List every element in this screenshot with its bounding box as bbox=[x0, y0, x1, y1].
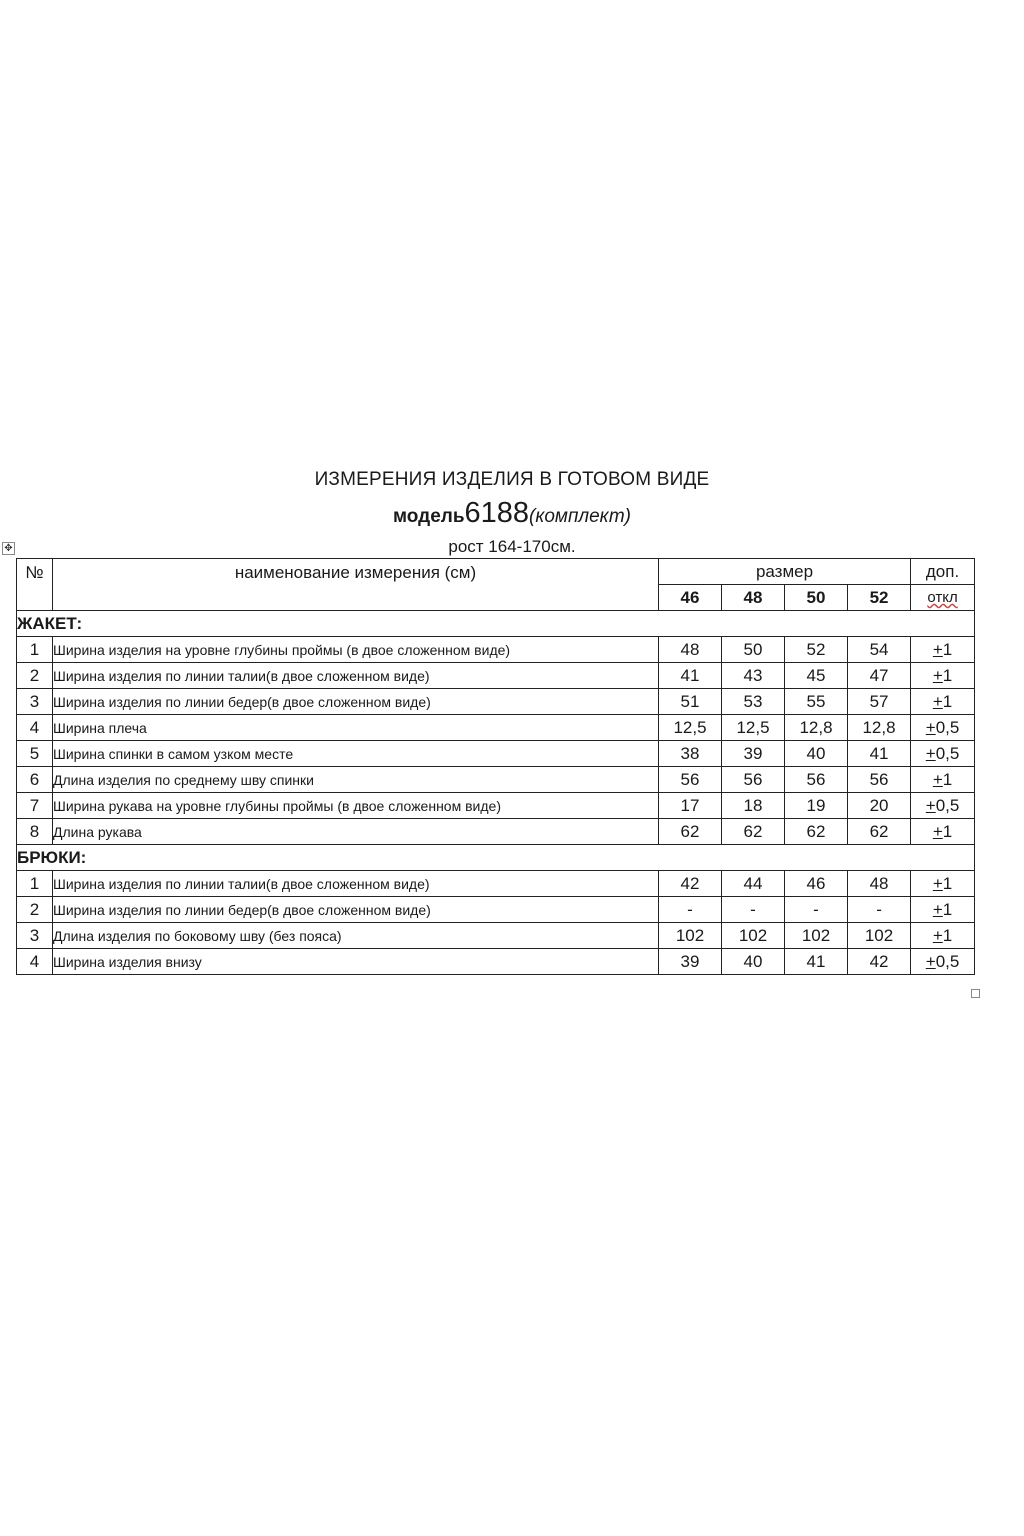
row-number: 1 bbox=[17, 871, 53, 897]
table-row bbox=[17, 923, 975, 949]
measurement-name: Ширина изделия по линии талии(в двое сложенном виде) bbox=[53, 663, 659, 689]
size-value-cell: 18 bbox=[722, 793, 785, 819]
row-number: 4 bbox=[17, 715, 53, 741]
size-value-cell: 12,5 bbox=[659, 715, 722, 741]
table-row bbox=[17, 637, 975, 663]
table-row bbox=[17, 767, 975, 793]
size-value-cell: 51 bbox=[659, 689, 722, 715]
size-value-cell: 20 bbox=[848, 793, 911, 819]
tolerance-value: 0,5 bbox=[935, 951, 960, 971]
header-tolerance-sub bbox=[911, 585, 975, 611]
header-number: № bbox=[17, 559, 53, 611]
size-value-cell: 102 bbox=[785, 923, 848, 949]
measurement-name: Длина изделия по боковому шву (без пояса) bbox=[53, 923, 659, 949]
row-number: 5 bbox=[17, 741, 53, 767]
tolerance-sign: + bbox=[932, 665, 943, 685]
section-row bbox=[17, 845, 975, 871]
row-number: 2 bbox=[17, 663, 53, 689]
tolerance-cell bbox=[911, 923, 975, 949]
table-row bbox=[17, 663, 975, 689]
section-title: ЖАКЕТ: bbox=[17, 611, 975, 637]
tolerance-cell bbox=[911, 949, 975, 975]
size-value-cell: 52 bbox=[785, 637, 848, 663]
measurement-name: Ширина рукава на уровне глубины проймы (в двое сложенном виде) bbox=[53, 793, 659, 819]
size-value-cell: 42 bbox=[659, 871, 722, 897]
size-value-cell: 40 bbox=[785, 741, 848, 767]
size-value-cell: 56 bbox=[722, 767, 785, 793]
table-row bbox=[17, 949, 975, 975]
size-value-cell: 44 bbox=[722, 871, 785, 897]
tolerance-sign: + bbox=[925, 951, 936, 971]
size-value-cell: 56 bbox=[848, 767, 911, 793]
row-number: 6 bbox=[17, 767, 53, 793]
measurement-name: Длина изделия по среднему шву спинки bbox=[53, 767, 659, 793]
section-row bbox=[17, 611, 975, 637]
model-prefix: модель bbox=[392, 506, 465, 527]
tolerance-value: 1 bbox=[942, 691, 953, 711]
tolerance-value: 1 bbox=[942, 769, 953, 789]
size-value-cell: 12,8 bbox=[848, 715, 911, 741]
tolerance-cell bbox=[911, 663, 975, 689]
size-value-cell: 38 bbox=[659, 741, 722, 767]
table-row bbox=[17, 715, 975, 741]
header-measurement-name: наименование измерения (см) bbox=[53, 559, 659, 611]
table-row bbox=[17, 819, 975, 845]
tolerance-cell bbox=[911, 741, 975, 767]
size-value-cell: - bbox=[659, 897, 722, 923]
size-value-cell: 102 bbox=[659, 923, 722, 949]
measurement-table bbox=[16, 558, 975, 975]
size-value-cell: 41 bbox=[785, 949, 848, 975]
measurement-name: Ширина изделия внизу bbox=[53, 949, 659, 975]
size-value-cell: 57 bbox=[848, 689, 911, 715]
size-value-cell: - bbox=[722, 897, 785, 923]
size-value-cell: 62 bbox=[785, 819, 848, 845]
header-size: размер bbox=[659, 559, 911, 585]
size-value-cell: 62 bbox=[722, 819, 785, 845]
document-title: ИЗМЕРЕНИЯ ИЗДЕЛИЯ В ГОТОВОМ ВИДЕ bbox=[314, 469, 710, 490]
tolerance-sign: + bbox=[925, 743, 936, 763]
size-value-cell: 45 bbox=[785, 663, 848, 689]
tolerance-value: 1 bbox=[942, 821, 953, 841]
tolerance-value: 1 bbox=[942, 665, 953, 685]
size-value-cell: 62 bbox=[659, 819, 722, 845]
header-tolerance: доп. bbox=[911, 559, 975, 585]
tolerance-value: 1 bbox=[942, 899, 953, 919]
measurement-name: Ширина изделия по линии бедер(в двое сложенном виде) bbox=[53, 689, 659, 715]
tolerance-cell bbox=[911, 767, 975, 793]
tolerance-sign: + bbox=[932, 769, 943, 789]
measurement-name: Длина рукава bbox=[53, 819, 659, 845]
tolerance-sign: + bbox=[932, 899, 943, 919]
measurement-name: Ширина изделия по линии бедер(в двое сложенном виде) bbox=[53, 897, 659, 923]
row-number: 3 bbox=[17, 689, 53, 715]
tolerance-sign: + bbox=[925, 795, 936, 815]
tolerance-value: 1 bbox=[942, 873, 953, 893]
row-number: 4 bbox=[17, 949, 53, 975]
size-value-cell: 41 bbox=[848, 741, 911, 767]
size-value-cell: 56 bbox=[785, 767, 848, 793]
size-value-cell: 47 bbox=[848, 663, 911, 689]
tolerance-sign: + bbox=[932, 873, 943, 893]
move-icon[interactable]: ✥ bbox=[2, 542, 15, 555]
size-value-cell: 42 bbox=[848, 949, 911, 975]
tolerance-cell bbox=[911, 689, 975, 715]
size-value-cell: 46 bbox=[785, 871, 848, 897]
height-range: рост 164-170см. bbox=[448, 537, 576, 556]
size-value-cell: 55 bbox=[785, 689, 848, 715]
table-row bbox=[17, 689, 975, 715]
size-value-cell: 102 bbox=[722, 923, 785, 949]
tolerance-value: 1 bbox=[942, 639, 953, 659]
table-row bbox=[17, 793, 975, 819]
tolerance-value: 0,5 bbox=[935, 795, 960, 815]
table-row bbox=[17, 897, 975, 923]
size-value-cell: 39 bbox=[659, 949, 722, 975]
size-value-cell: 53 bbox=[722, 689, 785, 715]
size-value-cell: 102 bbox=[848, 923, 911, 949]
row-number: 1 bbox=[17, 637, 53, 663]
size-52: 52 bbox=[848, 585, 911, 611]
measurement-name: Ширина плеча bbox=[53, 715, 659, 741]
size-value-cell: 19 bbox=[785, 793, 848, 819]
size-value-cell: 12,8 bbox=[785, 715, 848, 741]
row-number: 3 bbox=[17, 923, 53, 949]
table-header-row bbox=[17, 559, 975, 585]
resize-handle-icon[interactable] bbox=[971, 989, 980, 998]
size-48: 48 bbox=[722, 585, 785, 611]
tolerance-cell bbox=[911, 819, 975, 845]
tolerance-value: 1 bbox=[942, 925, 953, 945]
tolerance-cell bbox=[911, 897, 975, 923]
model-kit-label: (комплект) bbox=[529, 506, 632, 527]
tolerance-cell bbox=[911, 871, 975, 897]
tolerance-cell bbox=[911, 793, 975, 819]
tolerance-cell bbox=[911, 715, 975, 741]
measurement-name: Ширина изделия по линии талии(в двое сложенном виде) bbox=[53, 871, 659, 897]
tolerance-sign: + bbox=[932, 821, 943, 841]
tolerance-cell bbox=[911, 637, 975, 663]
tolerance-sign: + bbox=[925, 717, 936, 737]
size-value-cell: - bbox=[848, 897, 911, 923]
section-title: БРЮКИ: bbox=[17, 845, 975, 871]
tolerance-sub-label: откл bbox=[927, 589, 958, 606]
measurement-name: Ширина спинки в самом узком месте bbox=[53, 741, 659, 767]
size-value-cell: 41 bbox=[659, 663, 722, 689]
row-number: 2 bbox=[17, 897, 53, 923]
row-number: 7 bbox=[17, 793, 53, 819]
size-value-cell: 50 bbox=[722, 637, 785, 663]
size-value-cell: 39 bbox=[722, 741, 785, 767]
size-value-cell: 12,5 bbox=[722, 715, 785, 741]
size-50: 50 bbox=[785, 585, 848, 611]
table-row bbox=[17, 871, 975, 897]
tolerance-value: 0,5 bbox=[935, 743, 960, 763]
size-value-cell: 17 bbox=[659, 793, 722, 819]
measurement-name: Ширина изделия на уровне глубины проймы (в двое сложенном виде) bbox=[53, 637, 659, 663]
model-number: 6188 bbox=[464, 497, 530, 529]
tolerance-value: 0,5 bbox=[935, 717, 960, 737]
size-value-cell: 43 bbox=[722, 663, 785, 689]
model-line bbox=[0, 497, 1024, 530]
size-value-cell: 40 bbox=[722, 949, 785, 975]
row-number: 8 bbox=[17, 819, 53, 845]
tolerance-sign: + bbox=[932, 925, 943, 945]
size-value-cell: 48 bbox=[848, 871, 911, 897]
size-value-cell: 56 bbox=[659, 767, 722, 793]
tolerance-sign: + bbox=[932, 639, 943, 659]
tolerance-sign: + bbox=[932, 691, 943, 711]
size-46: 46 bbox=[659, 585, 722, 611]
size-value-cell: - bbox=[785, 897, 848, 923]
table-row bbox=[17, 741, 975, 767]
size-value-cell: 62 bbox=[848, 819, 911, 845]
size-value-cell: 48 bbox=[659, 637, 722, 663]
size-value-cell: 54 bbox=[848, 637, 911, 663]
